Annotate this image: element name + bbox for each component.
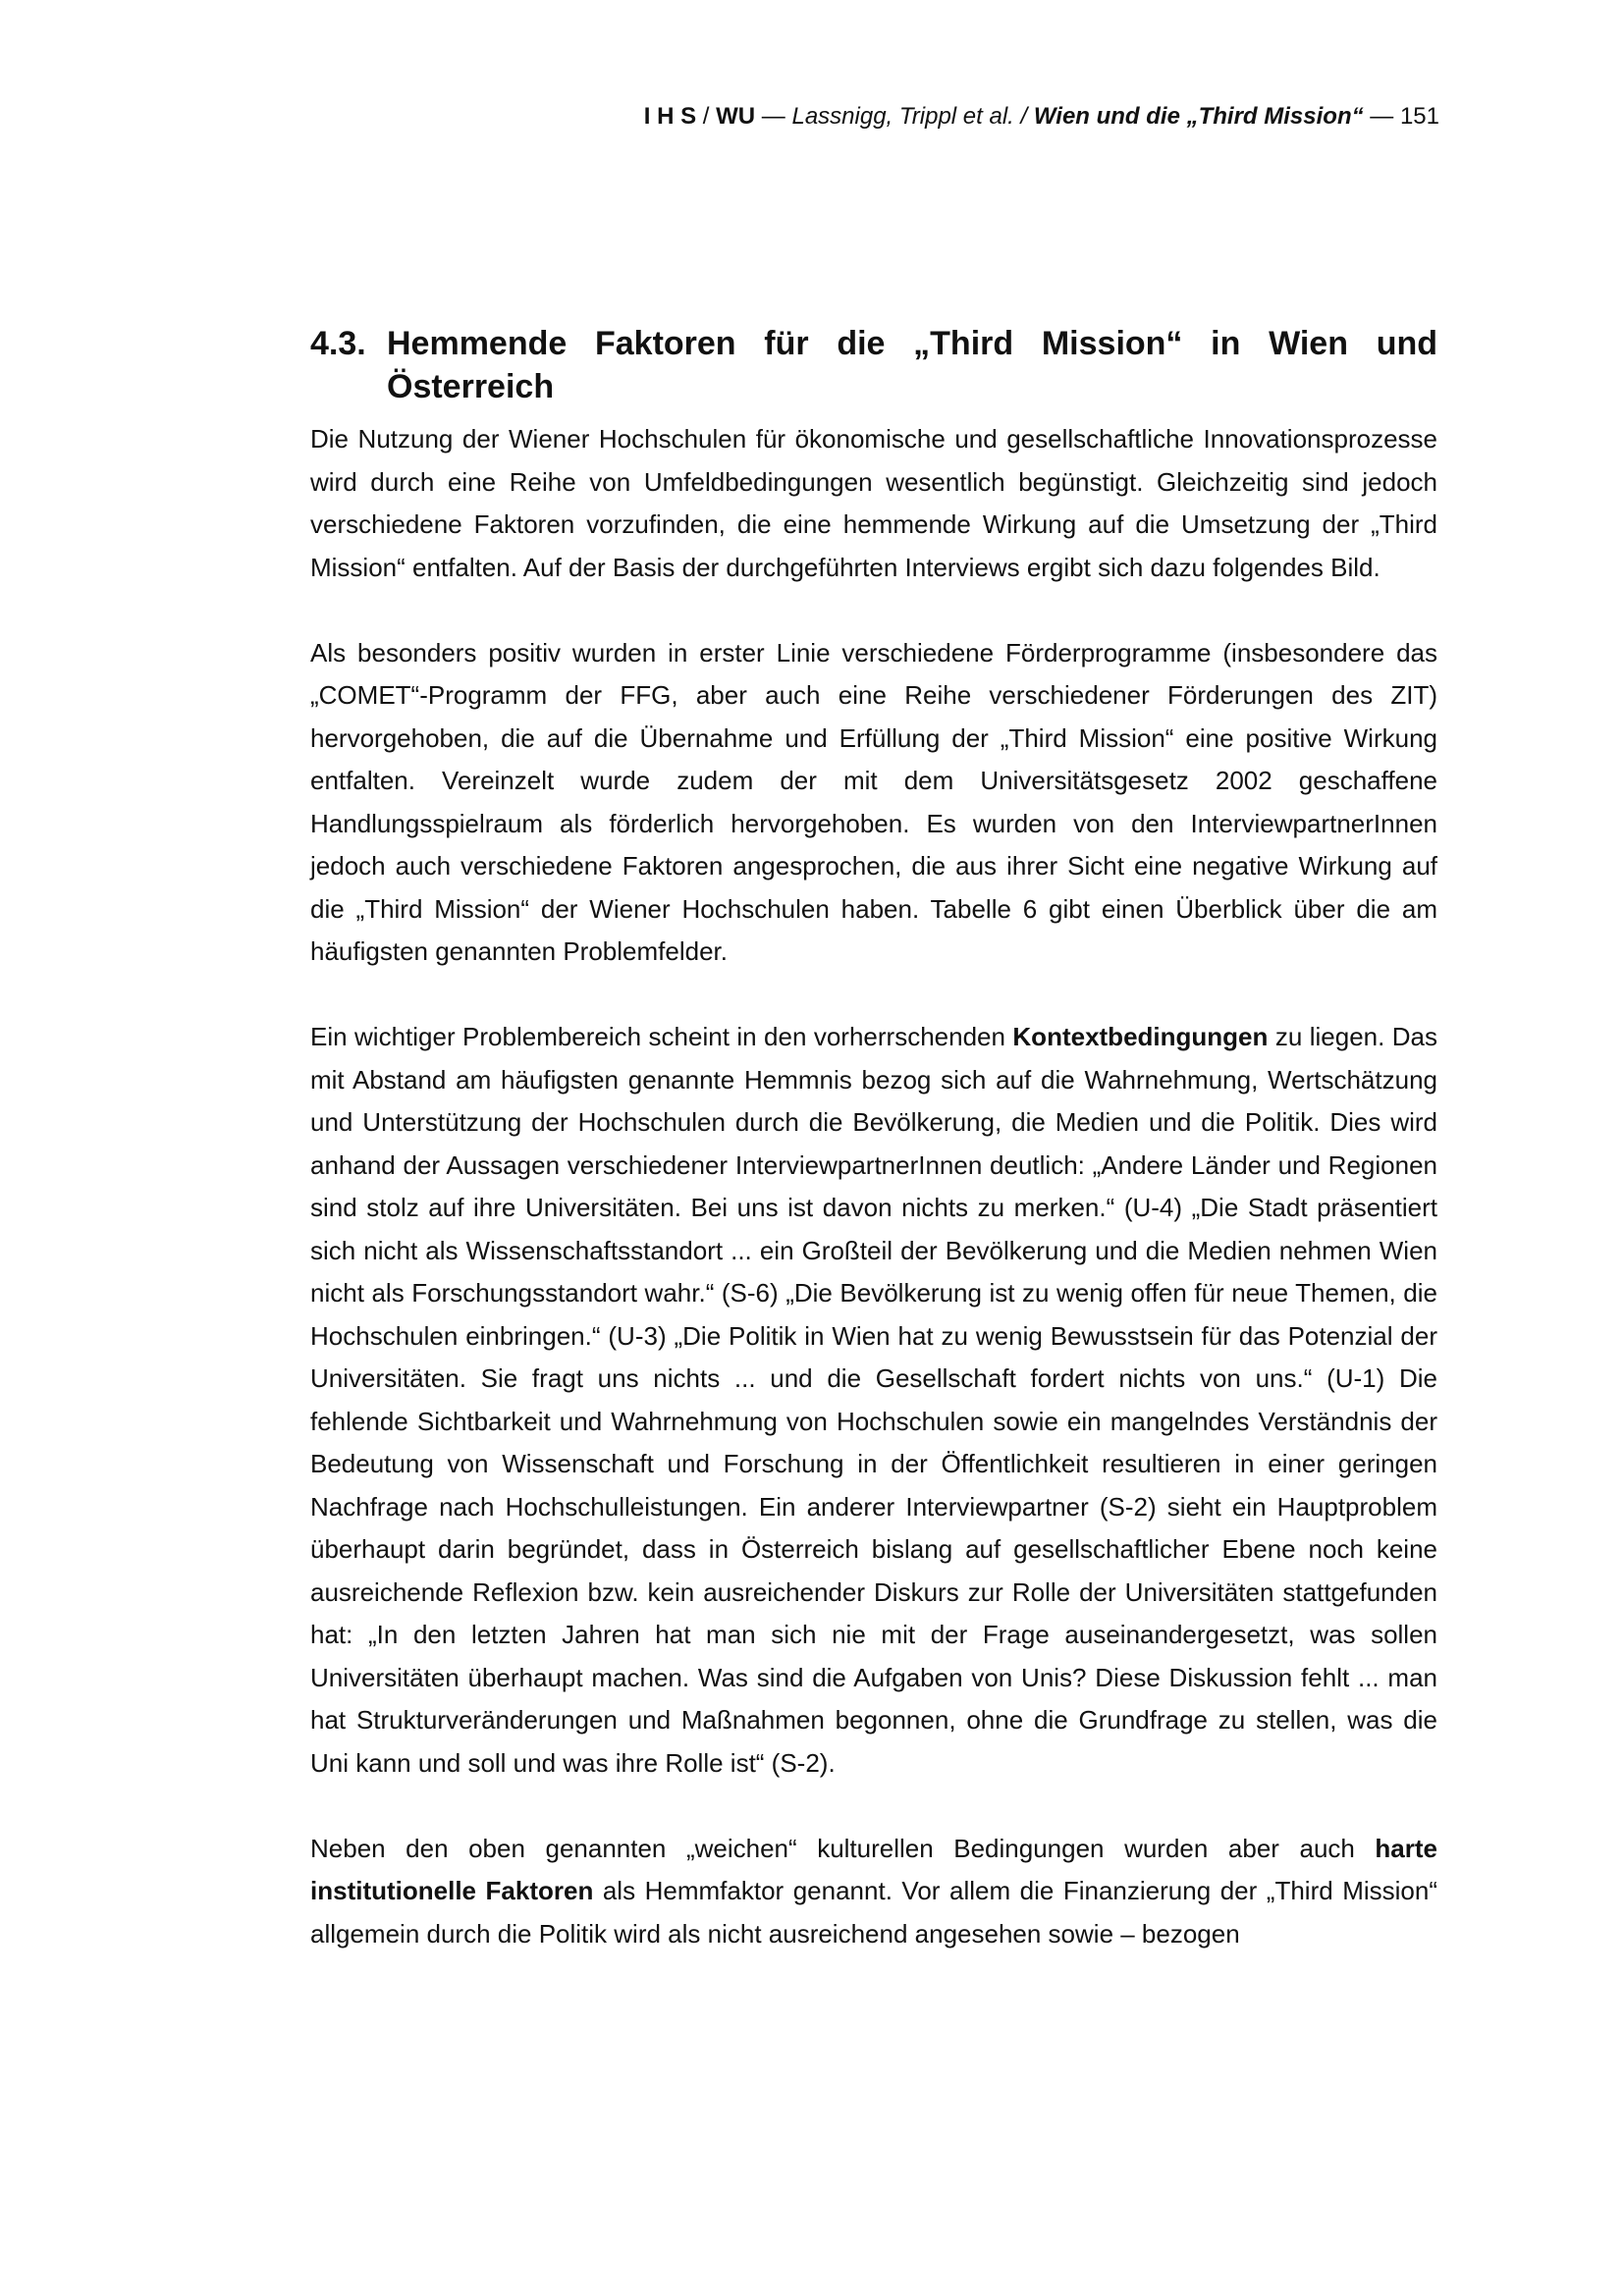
paragraph-4	[310, 1828, 1437, 1956]
paragraph-4-text-end: als Hemmfaktor genannt. Vor allem die Finanzierung der „Third Mission“ allgemein durch die Politik wird als nicht ausreichend angesehen sowie – bezogen	[310, 1876, 1437, 1949]
paragraph-3-emphasis: Kontextbedingungen	[1012, 1022, 1269, 1051]
section-number: 4.3.	[310, 325, 366, 362]
section-heading	[310, 322, 1437, 408]
header-authors: Lassnigg, Trippl et al. /	[791, 103, 1034, 130]
paragraph-4-text-start: Neben den oben genannten „weichen“ kulturellen Bedingungen wurden aber auch	[310, 1833, 1376, 1863]
section-title	[387, 322, 1437, 408]
header-partner: WU	[716, 103, 756, 130]
header-report-title: Wien und die „Third Mission“	[1033, 103, 1364, 130]
paragraph-3-text-end: zu liegen. Das mit Abstand am häufigsten genannte Hemmnis bezog sich auf die Wahrnehmung, Wertschätzung und Unterstützung der Hochschulen durch die Bevölkerung, die Medien und die Politik. Dies wird anhand der Aussagen verschiedener InterviewpartnerInnen deutlich: „Andere Länder und Regionen sind stolz auf ihre Universitäten. Bei uns ist davon nichts zu merken.“ (U-4) „Die Stadt präsentiert sich nicht als Wissenschaftsstandort ... ein Großteil der Bevölkerung und die Medien nehmen Wien nicht als Forschungsstandort wahr.“ (S-6) „Die Bevölkerung ist zu wenig offen für neue Themen, die Hochschulen einbringen.“ (U-3) „Die Politik in Wien hat zu wenig Bewusstsein für das Potenzial der Universitäten. Sie fragt uns nichts ... und die Gesellschaft fordert nichts von uns.“ (U-1) Die fehlende Sichtbarkeit und Wahrnehmung von Hochschulen sowie ein mangelndes Verständnis der Bedeutung von Wissenschaft und Forschung in der Öffentlichkeit resultieren in einer geringen Nachfrage nach Hochschulleistungen. Ein anderer Interviewpartner (S-2) sieht ein Hauptproblem überhaupt darin begründet, dass in Österreich bislang auf gesellschaftlicher Ebene noch keine ausreichende Reflexion bzw. kein ausreichender Diskurs zur Rolle der Universitäten stattgefunden hat: „In den letzten Jahren hat man sich nie mit der Frage auseinandergesetzt, was sollen Universitäten überhaupt machen. Was sind die Aufgaben von Unis? Diese Diskussion fehlt ... man hat Strukturveränderungen und Maßnahmen begonnen, ohne die Grundfrage zu stellen, was die Uni kann und soll und was ihre Rolle ist“ (S-2).	[310, 1022, 1438, 1778]
paragraph-4-emphasis: harte institutionelle Faktoren	[310, 1833, 1437, 1905]
header-separator: —	[1363, 103, 1400, 130]
header-separator: /	[696, 103, 717, 130]
paragraph-1: Die Nutzung der Wiener Hochschulen für ökonomische und gesellschaftliche Innovationsprozesse wird durch eine Reihe von Umfeldbedingungen wesentlich begünstigt. Gleichzeitig sind jedoch verschiedene Faktoren vorzufinden, die eine hemmende Wirkung auf die Umsetzung der „Third Mission“ entfalten. Auf der Basis der durchgeführten Interviews ergibt sich dazu folgendes Bild.	[310, 424, 1437, 582]
paragraph-3-text-start: Ein wichtiger Problembereich scheint in den vorherrschenden	[310, 1022, 1013, 1051]
section-title-line-1: Hemmende Faktoren für die „Third Mission“ in Wien und	[387, 325, 1437, 362]
header-institution: I H S	[643, 103, 697, 130]
section-title-line-2: Österreich	[387, 368, 555, 405]
paragraph-2: Als besonders positiv wurden in erster Linie verschiedene Förderprogramme (insbesondere das „COMET“-Programm der FFG, aber auch eine Reihe verschiedener Förderungen des ZIT) hervorgehoben, die auf die Übernahme und Erfüllung der „Third Mission“ eine positive Wirkung entfalten. Vereinzelt wurde zudem der mit dem Universitätsgesetz 2002 geschaffene Handlungsspielraum als förderlich hervorgehoben. Es wurden von den InterviewpartnerInnen jedoch auch verschiedene Faktoren angesprochen, die aus ihrer Sicht eine negative Wirkung auf die „Third Mission“ der Wiener Hochschulen haben. Tabelle 6 gibt einen Überblick über die am häufigsten genannten Problemfelder.	[310, 637, 1437, 966]
paragraph-3	[310, 1016, 1437, 1785]
page-number: 151	[1399, 103, 1439, 130]
main-content	[310, 322, 1437, 1999]
running-header	[644, 102, 1439, 132]
header-separator: —	[755, 103, 792, 130]
